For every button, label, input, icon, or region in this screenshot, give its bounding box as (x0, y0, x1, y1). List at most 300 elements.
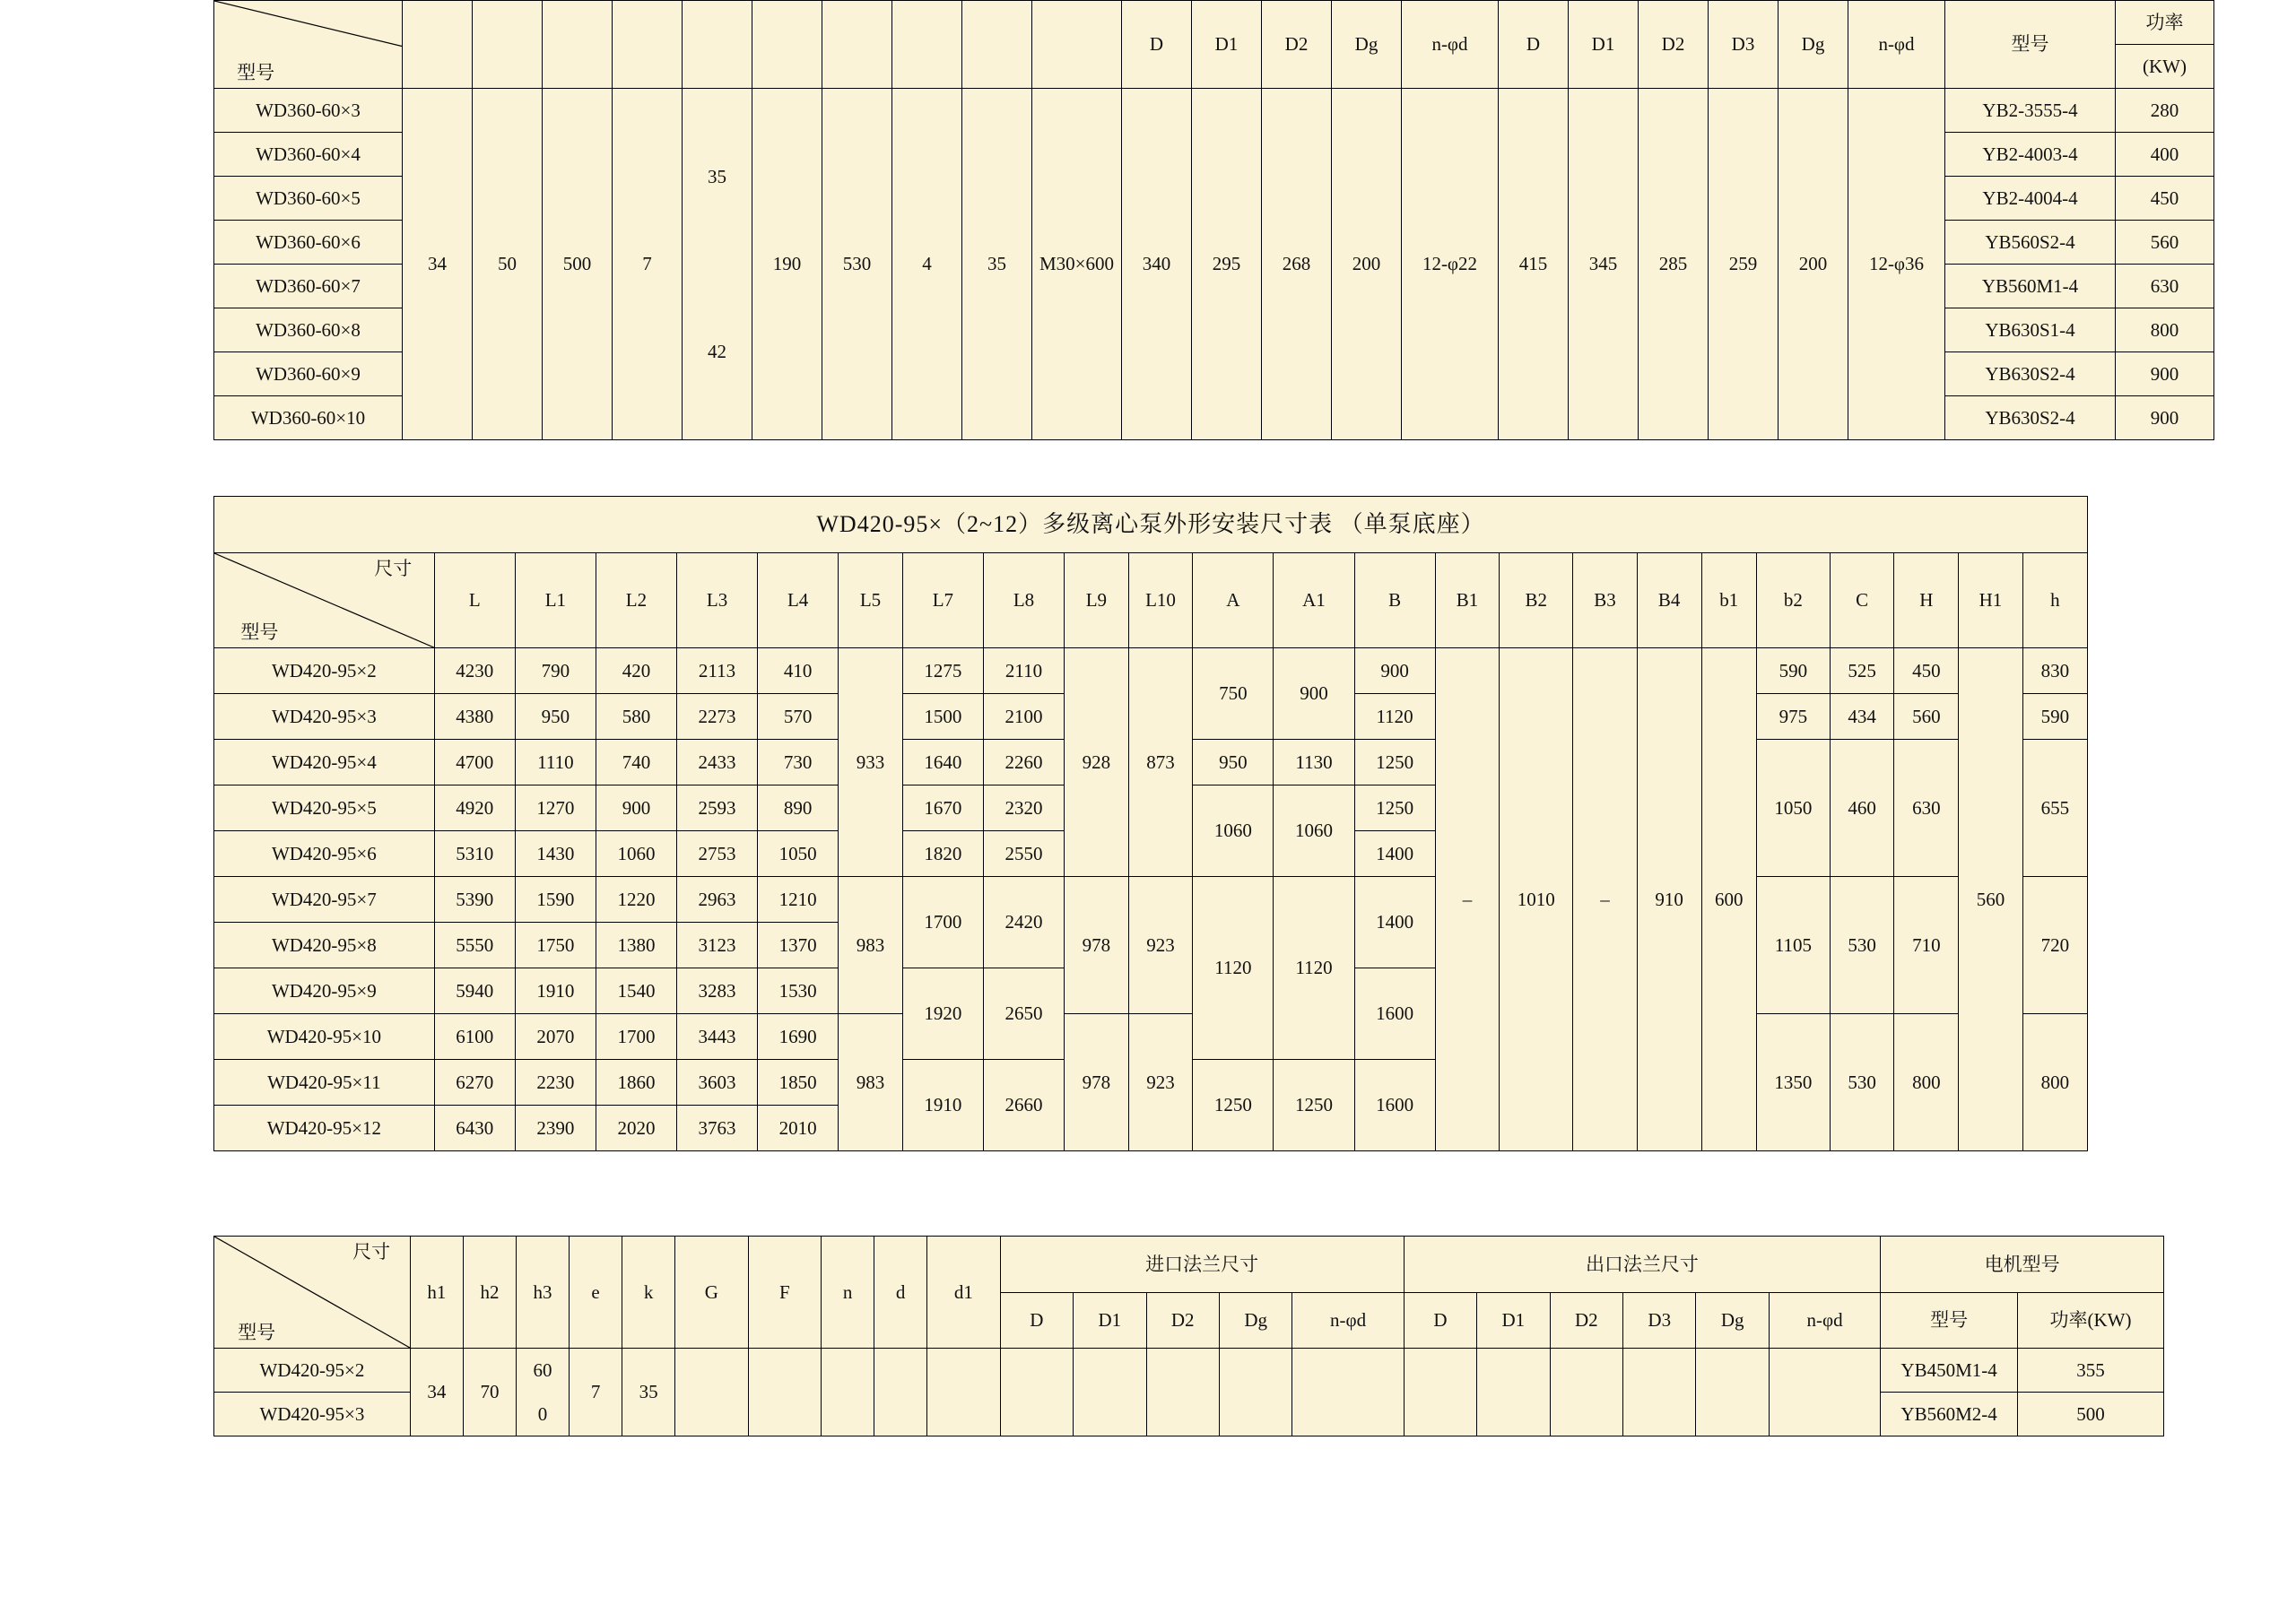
value-L3: 2273 (677, 694, 758, 740)
value-k: 35 (622, 1349, 675, 1436)
header-k: k (622, 1237, 675, 1349)
value-outlet-D1: 345 (1569, 89, 1639, 440)
value-L2: 420 (596, 648, 676, 694)
value-c1: 34 (403, 89, 473, 440)
model-cell: WD360-60×5 (214, 177, 403, 221)
value-L: 6430 (434, 1106, 515, 1151)
value-L8: 2550 (983, 831, 1064, 877)
value-H1: 560 (1959, 648, 2023, 1151)
header-outlet-D: D (1499, 1, 1569, 89)
model-cell: WD420-95×4 (214, 740, 435, 785)
blank-col-7 (822, 1, 892, 89)
value-outlet-D3 (1623, 1349, 1696, 1436)
corner-label-model: 型号 (240, 621, 279, 643)
value-H: 710 (1894, 877, 1959, 1014)
header-inlet-D2: D2 (1262, 1, 1332, 89)
header-outlet-D: D (1404, 1292, 1476, 1349)
value-L8: 2660 (983, 1060, 1064, 1151)
group-header-inlet-flange: 进口法兰尺寸 (1000, 1237, 1404, 1293)
header-L2: L2 (596, 553, 676, 648)
table-3-container (213, 1236, 2164, 1436)
value-L3: 3763 (677, 1106, 758, 1151)
value-H: 450 (1894, 648, 1959, 694)
value-B: 1400 (1354, 877, 1435, 968)
table-row (214, 1237, 2164, 1293)
value-L1: 2390 (515, 1106, 596, 1151)
header-outlet-nd: n-φd (1848, 1, 1945, 89)
value-A: 1120 (1193, 877, 1274, 1060)
value-c6: 190 (752, 89, 822, 440)
header-e: e (570, 1237, 622, 1349)
model-cell: WD360-60×3 (214, 89, 403, 133)
header-b1: b1 (1701, 553, 1756, 648)
value-L4: 890 (758, 785, 839, 831)
motor-model-cell: YB2-3555-4 (1945, 89, 2116, 133)
value-L2: 2020 (596, 1106, 676, 1151)
value-L1: 950 (515, 694, 596, 740)
value-B3: – (1573, 648, 1638, 1151)
blank-col-6 (752, 1, 822, 89)
header-outlet-Dg: Dg (1779, 1, 1848, 89)
flange-motor-table-wd420 (213, 1236, 2164, 1436)
value-H: 800 (1894, 1014, 1959, 1151)
value-A: 950 (1193, 740, 1274, 785)
corner-label-model: 型号 (237, 61, 275, 83)
model-cell: WD420-95×9 (214, 968, 435, 1014)
blank-col-5 (683, 1, 752, 89)
value-b2: 1350 (1756, 1014, 1830, 1151)
value-L1: 1270 (515, 785, 596, 831)
value-L4: 1370 (758, 923, 839, 968)
header-A: A (1193, 553, 1274, 648)
header-G: G (675, 1237, 748, 1349)
value-B: 1250 (1354, 785, 1435, 831)
value-L5: 983 (839, 1014, 903, 1151)
corner-header-cell (214, 1, 403, 89)
value-L4: 1210 (758, 877, 839, 923)
value-d1 (927, 1349, 1000, 1436)
value-A: 1060 (1193, 785, 1274, 877)
header-L9: L9 (1065, 553, 1129, 648)
value-L8: 2100 (983, 694, 1064, 740)
header-motor-power-unit: (KW) (2116, 45, 2214, 89)
value-outlet-nd: 12-φ36 (1848, 89, 1945, 440)
header-L5: L5 (839, 553, 903, 648)
value-L7: 1275 (902, 648, 983, 694)
motor-power-cell: 280 (2116, 89, 2214, 133)
header-B: B (1354, 553, 1435, 648)
value-L2: 580 (596, 694, 676, 740)
value-b2: 1105 (1756, 877, 1830, 1014)
model-cell: WD360-60×10 (214, 396, 403, 440)
value-h: 655 (2022, 740, 2087, 877)
value-L4: 2010 (758, 1106, 839, 1151)
header-inlet-D1: D1 (1192, 1, 1262, 89)
value-inlet-D1: 295 (1192, 89, 1262, 440)
value-L7: 1920 (902, 968, 983, 1060)
motor-power-cell: 900 (2116, 396, 2214, 440)
value-L: 5550 (434, 923, 515, 968)
value-L5: 933 (839, 648, 903, 877)
value-L4: 1690 (758, 1014, 839, 1060)
model-cell: WD360-60×9 (214, 352, 403, 396)
table-row (214, 1, 2214, 45)
header-B2: B2 (1500, 553, 1573, 648)
value-L1: 1590 (515, 877, 596, 923)
value-L3: 2433 (677, 740, 758, 785)
model-cell: WD420-95×6 (214, 831, 435, 877)
value-h: 720 (2022, 877, 2087, 1014)
value-L10: 923 (1128, 877, 1193, 1014)
header-motor-power: 功率 (2116, 1, 2214, 45)
value-A: 750 (1193, 648, 1274, 740)
model-cell: WD420-95×10 (214, 1014, 435, 1060)
blank-col-4 (613, 1, 683, 89)
value-L1: 1110 (515, 740, 596, 785)
corner-label-model: 型号 (238, 1321, 276, 1343)
motor-model-cell: YB560M1-4 (1945, 265, 2116, 308)
value-b2: 975 (1756, 694, 1830, 740)
value-L2: 1220 (596, 877, 676, 923)
value-L3: 3603 (677, 1060, 758, 1106)
table-1-container (213, 0, 2214, 440)
value-inlet-Dg (1219, 1349, 1292, 1436)
motor-model-cell: YB630S2-4 (1945, 352, 2116, 396)
header-A1: A1 (1274, 553, 1354, 648)
value-c9: 35 (962, 89, 1032, 440)
value-L4: 1050 (758, 831, 839, 877)
header-L10: L10 (1128, 553, 1193, 648)
value-c4: 7 (613, 89, 683, 440)
header-h: h (2022, 553, 2087, 648)
value-outlet-D (1404, 1349, 1476, 1436)
model-cell: WD420-95×11 (214, 1060, 435, 1106)
header-b2: b2 (1756, 553, 1830, 648)
model-cell: WD420-95×2 (214, 1349, 411, 1393)
header-motor-model: 型号 (1945, 1, 2116, 89)
value-A: 1250 (1193, 1060, 1274, 1151)
header-L7: L7 (902, 553, 983, 648)
value-B1: – (1435, 648, 1500, 1151)
value-L3: 2753 (677, 831, 758, 877)
value-L3: 3123 (677, 923, 758, 968)
model-cell: WD420-95×8 (214, 923, 435, 968)
value-L: 6270 (434, 1060, 515, 1106)
value-L1: 2070 (515, 1014, 596, 1060)
value-outlet-Dg (1696, 1349, 1769, 1436)
value-b2: 590 (1756, 648, 1830, 694)
header-outlet-D1: D1 (1477, 1292, 1550, 1349)
table-title: WD420-95×（2~12）多级离心泵外形安装尺寸表 （单泵底座） (214, 497, 2088, 553)
value-L1: 1910 (515, 968, 596, 1014)
value-L2: 900 (596, 785, 676, 831)
value-L4: 730 (758, 740, 839, 785)
header-outlet-nd: n-φd (1769, 1292, 1880, 1349)
header-inlet-nd: n-φd (1292, 1292, 1404, 1349)
value-L2: 740 (596, 740, 676, 785)
dimensions-table-wd360 (213, 0, 2214, 440)
value-C: 460 (1830, 740, 1894, 877)
motor-model-cell: YB560S2-4 (1945, 221, 2116, 265)
value-h: 830 (2022, 648, 2087, 694)
table-row (214, 89, 2214, 133)
value-L4: 1530 (758, 968, 839, 1014)
motor-power-cell: 400 (2116, 133, 2214, 177)
corner-header-cell (214, 553, 435, 648)
header-L8: L8 (983, 553, 1064, 648)
model-cell: WD420-95×12 (214, 1106, 435, 1151)
value-L: 5940 (434, 968, 515, 1014)
value-L7: 1820 (902, 831, 983, 877)
value-L7: 1700 (902, 877, 983, 968)
header-C: C (1830, 553, 1894, 648)
header-outlet-D3: D3 (1709, 1, 1779, 89)
header-L4: L4 (758, 553, 839, 648)
value-outlet-D: 415 (1499, 89, 1569, 440)
value-A1: 1130 (1274, 740, 1354, 785)
value-L7: 1640 (902, 740, 983, 785)
table-row (214, 1014, 2088, 1060)
value-L1: 790 (515, 648, 596, 694)
value-k-top: 35 (683, 89, 752, 265)
model-cell: WD420-95×3 (214, 1393, 411, 1436)
value-outlet-nd (1769, 1349, 1880, 1436)
value-b2: 1050 (1756, 740, 1830, 877)
header-outlet-D2: D2 (1550, 1292, 1622, 1349)
header-inlet-D: D (1122, 1, 1192, 89)
value-L: 4380 (434, 694, 515, 740)
table-row (214, 648, 2088, 694)
value-h1: 34 (410, 1349, 463, 1436)
model-cell: WD360-60×6 (214, 221, 403, 265)
value-L4: 410 (758, 648, 839, 694)
value-B: 1250 (1354, 740, 1435, 785)
header-L1: L1 (515, 553, 596, 648)
value-inlet-nd: 12-φ22 (1402, 89, 1499, 440)
value-L8: 2110 (983, 648, 1064, 694)
value-L2: 1060 (596, 831, 676, 877)
value-e: 7 (570, 1349, 622, 1436)
table-title-row (214, 497, 2088, 553)
motor-model-cell: YB630S1-4 (1945, 308, 2116, 352)
value-h2: 70 (463, 1349, 516, 1436)
value-k-bottom: 42 (683, 265, 752, 440)
motor-power-cell: 900 (2116, 352, 2214, 396)
header-H1: H1 (1959, 553, 2023, 648)
value-c3: 500 (543, 89, 613, 440)
motor-power-cell: 630 (2116, 265, 2214, 308)
corner-label-dimension: 尺寸 (374, 558, 413, 579)
header-outlet-D2: D2 (1639, 1, 1709, 89)
value-B4: 910 (1637, 648, 1701, 1151)
value-n (822, 1349, 874, 1436)
value-L8: 2260 (983, 740, 1064, 785)
value-A1: 1250 (1274, 1060, 1354, 1151)
value-B: 1120 (1354, 694, 1435, 740)
value-L3: 3283 (677, 968, 758, 1014)
value-L1: 1430 (515, 831, 596, 877)
header-B1: B1 (1435, 553, 1500, 648)
value-C: 434 (1830, 694, 1894, 740)
value-c2: 50 (473, 89, 543, 440)
value-L3: 2113 (677, 648, 758, 694)
header-h2: h2 (463, 1237, 516, 1349)
value-L8: 2650 (983, 968, 1064, 1060)
value-L10: 923 (1128, 1014, 1193, 1151)
motor-model-cell: YB2-4003-4 (1945, 133, 2116, 177)
value-inlet-D2 (1146, 1349, 1219, 1436)
value-outlet-D1 (1477, 1349, 1550, 1436)
value-L2: 1700 (596, 1014, 676, 1060)
header-d: d (874, 1237, 927, 1349)
value-L: 6100 (434, 1014, 515, 1060)
value-L9: 978 (1065, 877, 1129, 1014)
value-L4: 1850 (758, 1060, 839, 1106)
value-h: 590 (2022, 694, 2087, 740)
motor-model-cell: YB2-4004-4 (1945, 177, 2116, 221)
header-motor-power: 功率(KW) (2017, 1292, 2163, 1349)
value-inlet-D (1000, 1349, 1073, 1436)
value-L8: 2420 (983, 877, 1064, 968)
value-L8: 2320 (983, 785, 1064, 831)
value-L3: 3443 (677, 1014, 758, 1060)
value-L: 5310 (434, 831, 515, 877)
motor-model-cell: YB450M1-4 (1881, 1349, 2018, 1393)
motor-power-cell: 500 (2017, 1393, 2163, 1436)
value-outlet-D3: 259 (1709, 89, 1779, 440)
value-L7: 1670 (902, 785, 983, 831)
value-inlet-D2: 268 (1262, 89, 1332, 440)
value-L: 4230 (434, 648, 515, 694)
header-F: F (748, 1237, 821, 1349)
value-c8: 4 (892, 89, 962, 440)
value-d (874, 1349, 927, 1436)
value-A1: 1060 (1274, 785, 1354, 877)
header-inlet-nd: n-φd (1402, 1, 1499, 89)
motor-power-cell: 355 (2017, 1349, 2163, 1393)
value-h: 800 (2022, 1014, 2087, 1151)
header-outlet-Dg: Dg (1696, 1292, 1769, 1349)
motor-power-cell: 560 (2116, 221, 2214, 265)
model-cell: WD420-95×7 (214, 877, 435, 923)
value-L7: 1500 (902, 694, 983, 740)
value-outlet-D2 (1550, 1349, 1622, 1436)
dimensions-table-wd420 (213, 496, 2088, 1151)
blank-col-1 (403, 1, 473, 89)
header-inlet-Dg: Dg (1332, 1, 1402, 89)
blank-col-3 (543, 1, 613, 89)
blank-col-10 (1032, 1, 1122, 89)
model-cell: WD420-95×3 (214, 694, 435, 740)
model-cell: WD360-60×4 (214, 133, 403, 177)
value-h3-top: 60 (517, 1349, 570, 1393)
value-c10: M30×600 (1032, 89, 1122, 440)
value-L1: 2230 (515, 1060, 596, 1106)
header-outlet-D1: D1 (1569, 1, 1639, 89)
value-A1: 900 (1274, 648, 1354, 740)
value-L10: 873 (1128, 648, 1193, 877)
value-L: 4920 (434, 785, 515, 831)
header-inlet-Dg: Dg (1219, 1292, 1292, 1349)
header-h1: h1 (410, 1237, 463, 1349)
value-B: 1600 (1354, 968, 1435, 1060)
motor-power-cell: 800 (2116, 308, 2214, 352)
value-outlet-Dg: 200 (1779, 89, 1848, 440)
header-d1: d1 (927, 1237, 1000, 1349)
value-inlet-nd (1292, 1349, 1404, 1436)
value-C: 525 (1830, 648, 1894, 694)
value-B: 1600 (1354, 1060, 1435, 1151)
value-h3-bottom: 0 (517, 1393, 570, 1436)
motor-model-cell: YB560M2-4 (1881, 1393, 2018, 1436)
value-C: 530 (1830, 877, 1894, 1014)
value-L: 4700 (434, 740, 515, 785)
value-L9: 928 (1065, 648, 1129, 877)
model-cell: WD360-60×7 (214, 265, 403, 308)
value-B: 1400 (1354, 831, 1435, 877)
model-cell: WD420-95×5 (214, 785, 435, 831)
table-row (214, 1349, 2164, 1393)
group-header-motor: 电机型号 (1881, 1237, 2164, 1293)
value-outlet-D2: 285 (1639, 89, 1709, 440)
header-L3: L3 (677, 553, 758, 648)
header-outlet-D3: D3 (1623, 1292, 1696, 1349)
motor-model-cell: YB630S2-4 (1945, 396, 2116, 440)
value-L3: 2593 (677, 785, 758, 831)
header-n: n (822, 1237, 874, 1349)
table-row (214, 553, 2088, 648)
value-A1: 1120 (1274, 877, 1354, 1060)
corner-label-dimension: 尺寸 (352, 1241, 391, 1263)
value-inlet-Dg: 200 (1332, 89, 1402, 440)
header-H: H (1894, 553, 1959, 648)
model-cell: WD360-60×8 (214, 308, 403, 352)
value-c7: 530 (822, 89, 892, 440)
value-b1: 600 (1701, 648, 1756, 1151)
value-H: 560 (1894, 694, 1959, 740)
header-L: L (434, 553, 515, 648)
value-F (748, 1349, 821, 1436)
value-L1: 1750 (515, 923, 596, 968)
table-2-container (213, 496, 2088, 1151)
value-L3: 2963 (677, 877, 758, 923)
value-H: 630 (1894, 740, 1959, 877)
header-inlet-D2: D2 (1146, 1292, 1219, 1349)
header-inlet-D: D (1000, 1292, 1073, 1349)
header-B3: B3 (1573, 553, 1638, 648)
header-B4: B4 (1637, 553, 1701, 648)
value-L7: 1910 (902, 1060, 983, 1151)
blank-col-8 (892, 1, 962, 89)
value-L9: 978 (1065, 1014, 1129, 1151)
value-G (675, 1349, 748, 1436)
value-B: 900 (1354, 648, 1435, 694)
blank-col-9 (962, 1, 1032, 89)
value-L2: 1860 (596, 1060, 676, 1106)
table-row (214, 877, 2088, 923)
value-inlet-D: 340 (1122, 89, 1192, 440)
header-motor-model: 型号 (1881, 1292, 2018, 1349)
header-h3: h3 (517, 1237, 570, 1349)
motor-power-cell: 450 (2116, 177, 2214, 221)
corner-header-cell (214, 1237, 411, 1349)
group-header-outlet-flange: 出口法兰尺寸 (1404, 1237, 1881, 1293)
value-inlet-D1 (1074, 1349, 1146, 1436)
model-cell: WD420-95×2 (214, 648, 435, 694)
value-L: 5390 (434, 877, 515, 923)
value-L4: 570 (758, 694, 839, 740)
value-L5: 983 (839, 877, 903, 1014)
